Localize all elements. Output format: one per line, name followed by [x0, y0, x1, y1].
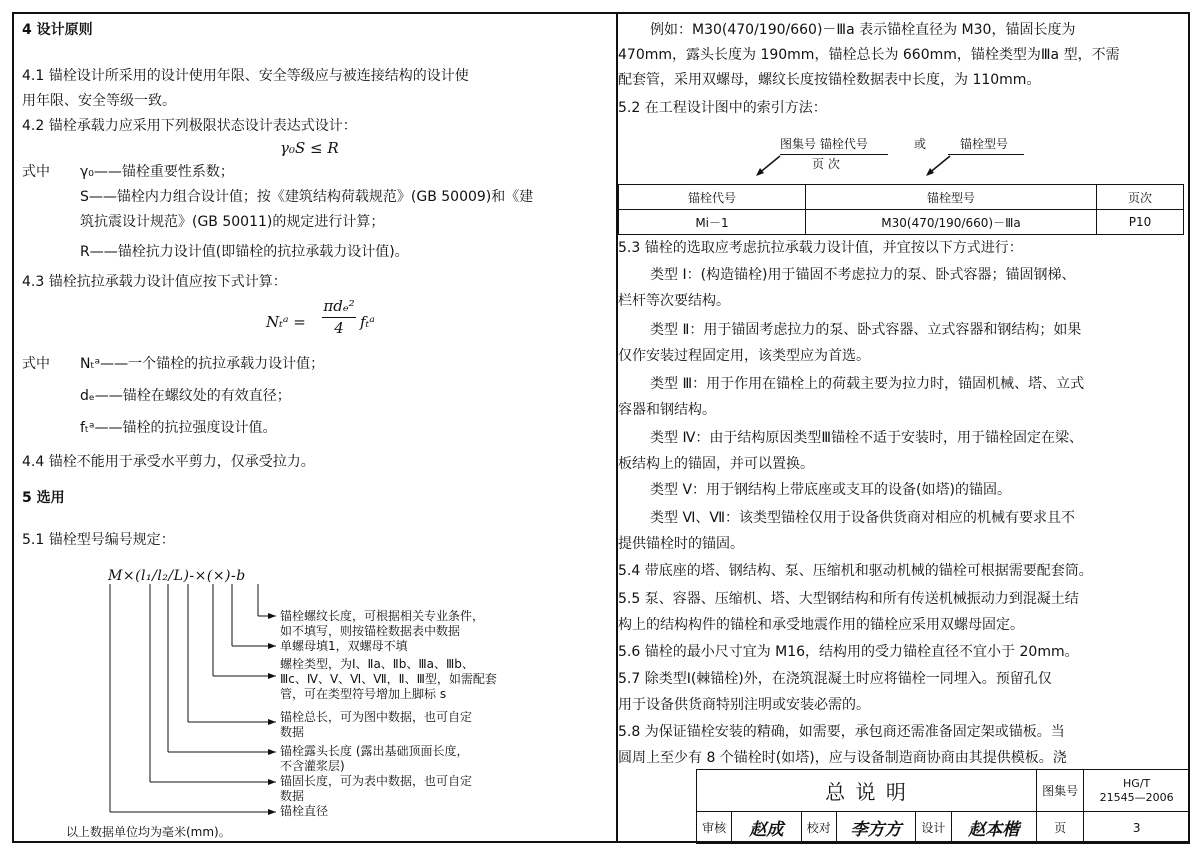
- atlas-number: [1084, 770, 1190, 812]
- index-line-right: [948, 154, 1024, 155]
- example-line2: 470mm，露头长度为 190mm，锚栓总长为 660mm，锚栓类型为Ⅲa 型，不需: [618, 47, 1120, 63]
- example-line1: 例如：M30(470/190/660)－Ⅲa 表示锚栓直径为 M30，锚固长度为: [650, 22, 1076, 38]
- index-table: [618, 184, 1184, 235]
- index-arrows: [738, 156, 1038, 186]
- table-cell-page: P10: [1097, 210, 1184, 235]
- formula-N-numerator: πdₑ²: [323, 297, 355, 315]
- title-block-title: 总 说 明: [697, 770, 1037, 812]
- note-thread-length-2: 如不填写，则按锚栓数据表中数据: [280, 624, 461, 638]
- unit-note: 以上数据单位均为毫米(mm)。: [66, 825, 231, 839]
- para-5-7-line1: 5.7 除类型Ⅰ(棘锚栓)外，在浇筑混凝土时应将锚栓一同埋入。预留孔仅: [618, 671, 1052, 687]
- where-S-line1: S——锚栓内力组合设计值；按《建筑结构荷载规范》(GB 50009)和《建: [80, 189, 534, 205]
- para-5-7-line2: 用于设备供货商特别注明或安装必需的。: [618, 697, 870, 713]
- check-signature: 李方方: [836, 812, 915, 844]
- para-5-2: 5.2 在工程设计图中的索引方法：: [618, 100, 827, 116]
- review-signature: 赵成: [732, 812, 801, 844]
- para-4-3: 4.3 锚栓抗拉承载力设计值应按下式计算：: [22, 274, 287, 290]
- note-total-length-1: 锚栓总长，可为图中数据，也可自定: [280, 710, 473, 724]
- note-type-3: 管，可在类型符号增加上脚标 s: [280, 687, 447, 701]
- para-5-4: 5.4 带底座的塔、钢结构、泵、压缩机和驱动机械的锚栓可根据需要配套筒。: [618, 563, 1093, 579]
- para-5-5-line2: 构上的结构构件的锚栓和承受地震作用的锚栓应采用双螺母固定。: [618, 617, 1024, 633]
- note-anchor-length-1: 锚固长度，可为表中数据，也可自定: [280, 774, 473, 788]
- where-label-1: 式中: [22, 164, 50, 180]
- where-S-line2: 筑抗震设计规范》(GB 50011)的规定进行计算；: [80, 214, 385, 230]
- where-f: fₜᵃ——锚栓的抗拉强度设计值。: [80, 420, 277, 436]
- page-label: 页: [1037, 812, 1084, 844]
- formula-N-denominator: 4: [334, 319, 344, 337]
- section-4-title: 4 设计原则: [22, 22, 93, 38]
- title-block: [696, 769, 1190, 844]
- type-2-line2: 仅作安装过程固定用，该类型应为首选。: [618, 348, 870, 364]
- index-line-left: [780, 154, 888, 155]
- formula-limit-state: γ₀S ≤ R: [280, 139, 339, 157]
- table-row: [619, 210, 1184, 235]
- para-4-2: 4.2 锚栓承载力应采用下列极限状态设计表达式设计：: [22, 118, 357, 134]
- example-line3: 配套管，采用双螺母，螺纹长度按锚栓数据表中长度，为 110mm。: [618, 72, 1041, 88]
- note-exposed-length-2: 不含灌浆层): [280, 759, 345, 773]
- where-R: R——锚栓抗力设计值(即锚栓的抗拉承载力设计值)。: [80, 244, 409, 260]
- note-type-1: 螺栓类型，为Ⅰ、Ⅱa、Ⅱb、Ⅲa、Ⅲb、: [280, 657, 474, 671]
- check-label: 校对: [801, 812, 836, 844]
- atlas-number-line2: 21545—2006: [1099, 790, 1174, 804]
- type-1-line1: 类型 Ⅰ：(构造锚栓)用于锚固不考虑拉力的泵、卧式容器；锚固钢梯、: [650, 267, 1076, 283]
- table-cell-model: M30(470/190/660)－Ⅲa: [806, 210, 1097, 235]
- para-5-1: 5.1 锚栓型号编号规定：: [22, 532, 175, 548]
- para-4-4: 4.4 锚栓不能用于承受水平剪力，仅承受拉力。: [22, 454, 315, 470]
- where-N: Nₜᵃ——一个锚栓的抗拉承载力设计值；: [80, 356, 325, 372]
- type-4-line2: 板结构上的锚固，并可以置换。: [618, 456, 814, 472]
- para-4-1-line1: 4.1 锚栓设计所采用的设计使用年限、安全等级应与被连接结构的设计使: [22, 68, 469, 84]
- type-3-line1: 类型 Ⅲ：用于作用在锚栓上的荷载主要为拉力时，锚固机械、塔、立式: [650, 376, 1085, 392]
- design-signature: 赵本楷: [951, 812, 1037, 844]
- para-4-1-line2: 用年限、安全等级一致。: [22, 93, 176, 109]
- para-5-5-line1: 5.5 泵、容器、压缩机、塔、大型钢结构和所有传送机械振动力到混凝土结: [618, 591, 1079, 607]
- note-type-2: Ⅲc、Ⅳ、Ⅴ、Ⅵ、Ⅶ，Ⅱ、Ⅲ型，如需配套: [280, 672, 497, 686]
- review-label: 审核: [697, 812, 732, 844]
- para-5-6: 5.6 锚栓的最小尺寸宜为 M16，结构用的受力锚栓直径不宜小于 20mm。: [618, 644, 1079, 660]
- model-code-notation: M×(l₁/l₂/L)-×(×)-b: [108, 568, 246, 584]
- para-5-8-line2: 圆周上至少有 8 个锚栓时(如塔)，应与设备制造商协商由其提供模板。浇: [618, 750, 1067, 766]
- type-1-line2: 栏杆等次要结构。: [618, 293, 730, 309]
- note-thread-length-1: 锚栓螺纹长度，可根据相关专业条件，: [280, 609, 485, 623]
- para-5-8-line1: 5.8 为保证锚栓安装的精确，如需要，承包商还需准备固定架或锚板。当: [618, 724, 1065, 740]
- note-anchor-length-2: 数据: [280, 789, 305, 803]
- fraction-bar: [322, 317, 356, 318]
- table-header-page: 页次: [1097, 185, 1184, 210]
- atlas-label: 图集号: [1037, 770, 1084, 812]
- para-5-3: 5.3 锚栓的选取应考虑抗拉承载力设计值，并宜按以下方式进行：: [618, 240, 1023, 256]
- atlas-number-line1: HG/T: [1123, 776, 1151, 790]
- table-header-code: 锚栓代号: [619, 185, 806, 210]
- type-4-line1: 类型 Ⅳ：由于结构原因类型Ⅲ锚栓不适于安装时，用于锚栓固定在梁、: [650, 430, 1084, 446]
- note-exposed-length-1: 锚栓露头长度 (露出基础顶面长度，: [280, 744, 469, 758]
- type-6-line1: 类型 Ⅵ、Ⅶ：该类型锚栓仅用于设备供货商对相应的机械有要求且不: [650, 510, 1076, 526]
- where-label-2: 式中: [22, 356, 50, 372]
- note-total-length-2: 数据: [280, 725, 305, 739]
- type-2-line1: 类型 Ⅱ：用于锚固考虑拉力的泵、卧式容器、立式容器和钢结构；如果: [650, 322, 1082, 338]
- formula-N-rhs: fₜᵃ: [360, 313, 375, 331]
- where-de: dₑ——锚栓在螺纹处的有效直径；: [80, 388, 291, 404]
- index-atlas-code: 图集号 锚栓代号: [780, 137, 868, 151]
- type-5: 类型 Ⅴ：用于钢结构上带底座或支耳的设备(如塔)的锚固。: [650, 482, 1011, 498]
- design-label: 设计: [916, 812, 951, 844]
- page-number: 3: [1084, 812, 1190, 844]
- where-gamma0: γ₀——锚栓重要性系数；: [80, 164, 234, 180]
- formula-N-lhs: Nₜᵃ =: [266, 313, 306, 331]
- note-nut: 单螺母填1，双螺母不填: [280, 639, 408, 653]
- type-6-line2: 提供锚栓时的锚固。: [618, 536, 744, 552]
- table-cell-code: Mⅰ－1: [619, 210, 806, 235]
- drawing-sheet: [12, 12, 1190, 843]
- note-diameter: 锚栓直径: [280, 804, 329, 818]
- index-page: 页 次: [812, 157, 840, 171]
- column-divider: [616, 14, 618, 843]
- section-5-title: 5 选用: [22, 490, 65, 506]
- type-3-line2: 容器和钢结构。: [618, 402, 716, 418]
- table-header-model: 锚栓型号: [806, 185, 1097, 210]
- index-model: 锚栓型号: [960, 137, 1009, 151]
- index-or: 或: [914, 137, 927, 151]
